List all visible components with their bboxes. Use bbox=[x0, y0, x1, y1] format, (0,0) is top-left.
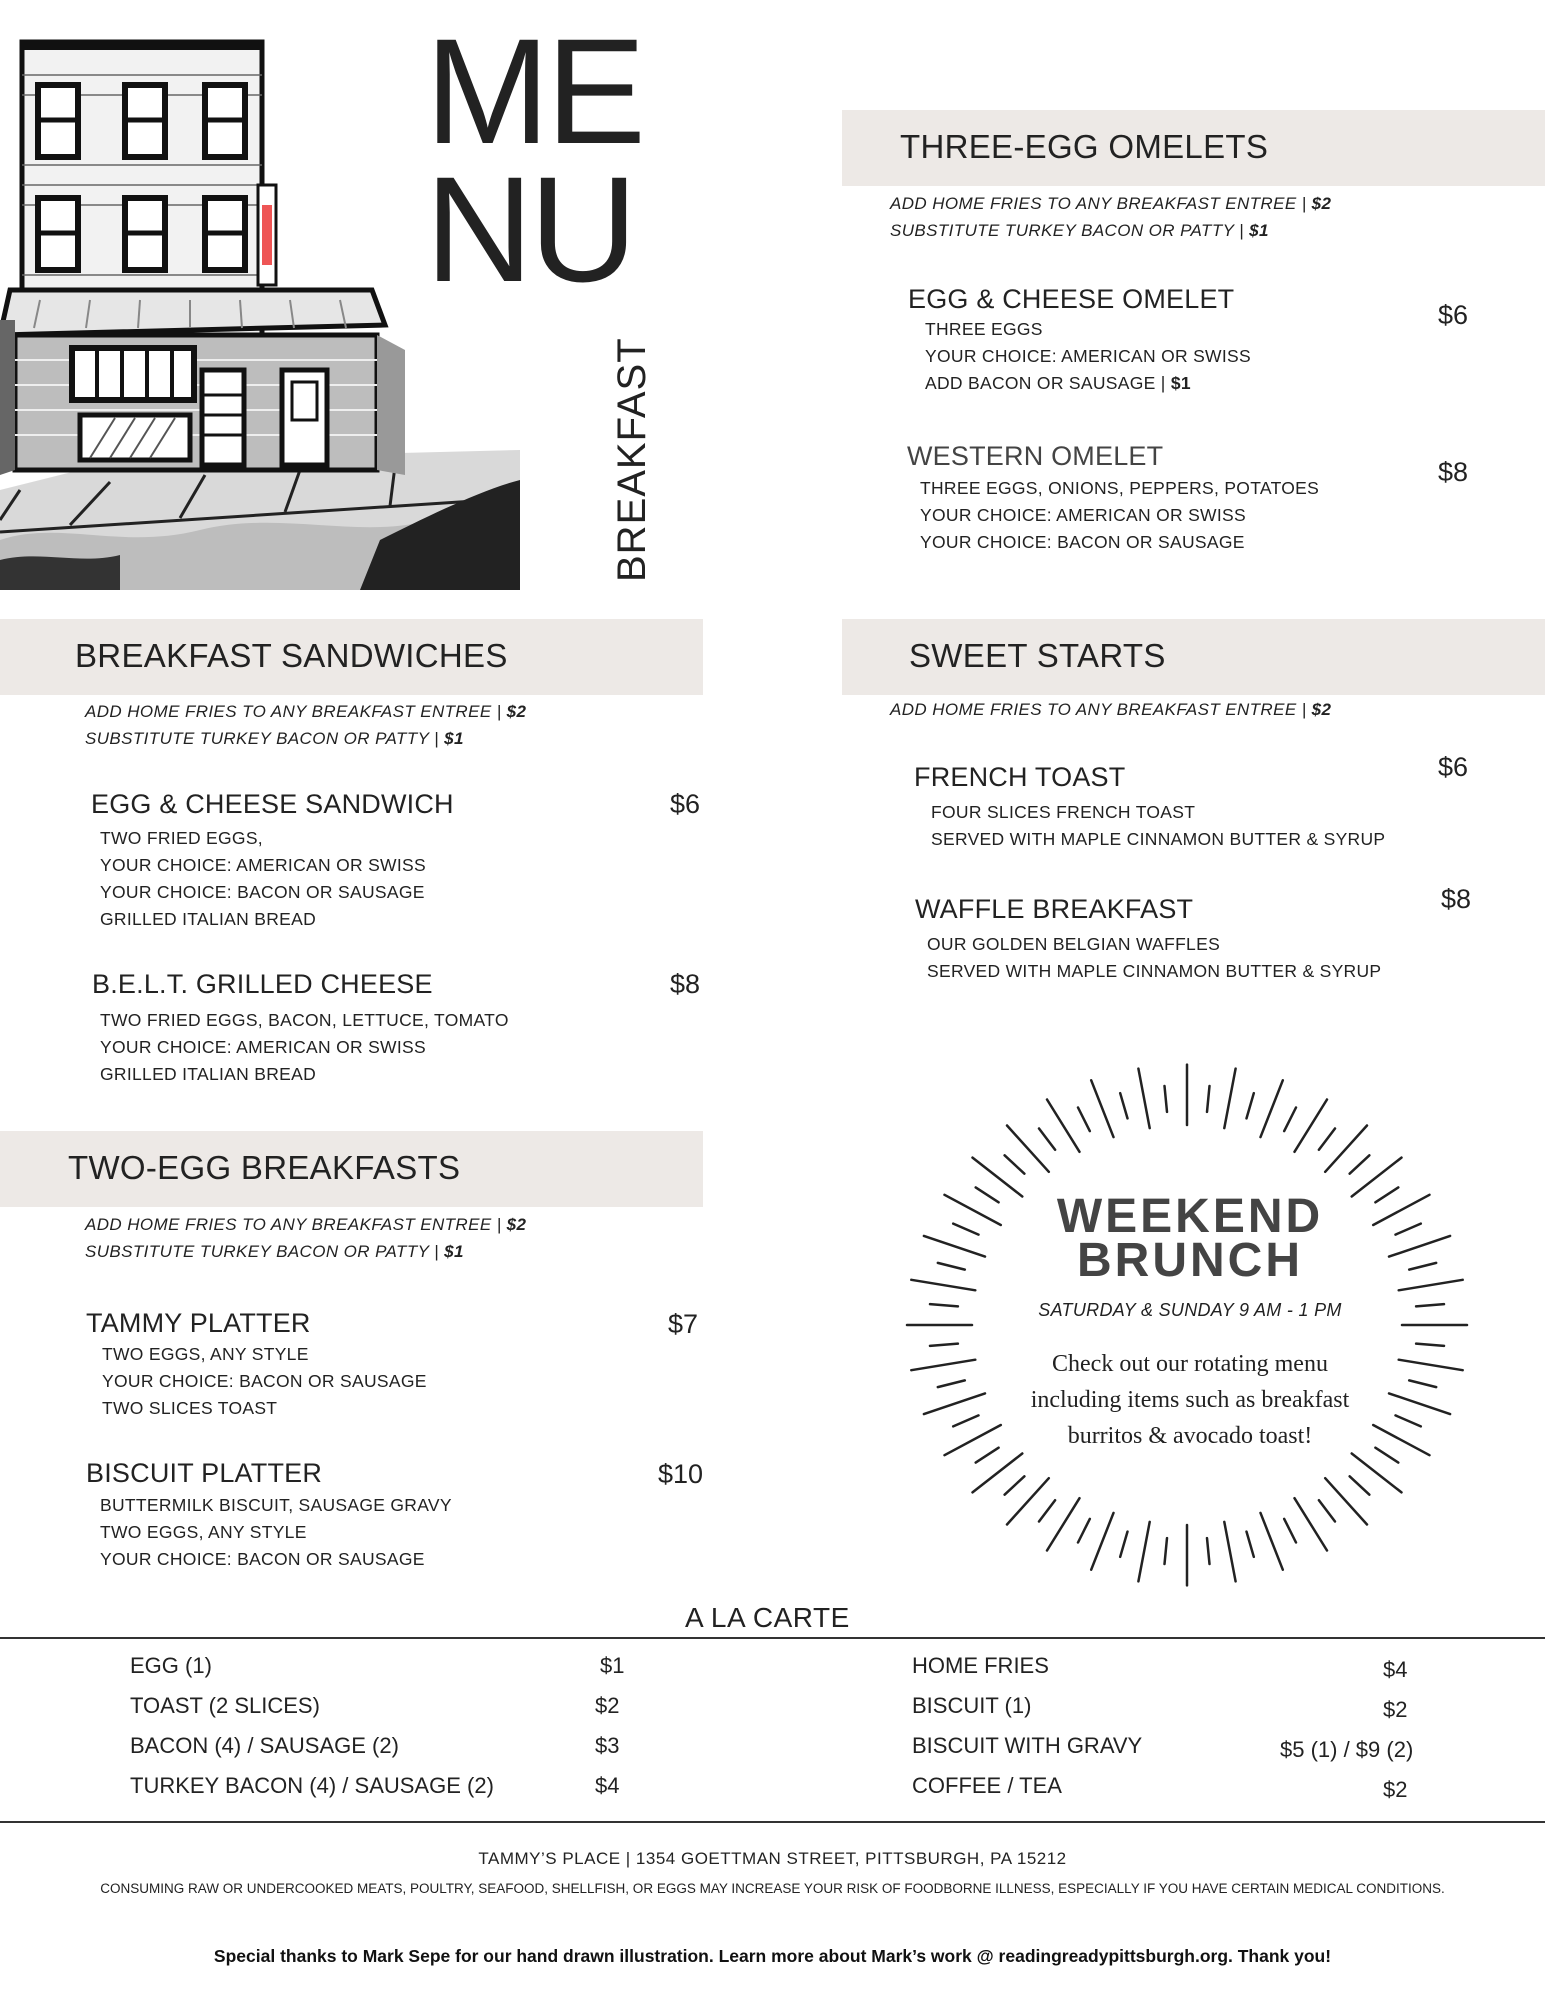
item-price: $8 bbox=[670, 969, 701, 999]
sunburst-ray bbox=[1261, 1080, 1283, 1137]
two-egg-title: TWO-EGG BREAKFASTS bbox=[68, 1149, 461, 1186]
brunch-title bbox=[1000, 1190, 1380, 1287]
sunburst-ray bbox=[1350, 1476, 1370, 1494]
a-la-carte-right-item: BISCUIT WITH GRAVY bbox=[912, 1733, 1143, 1758]
brunch-title-line2: BRUNCH bbox=[1077, 1234, 1303, 1287]
sunburst-ray bbox=[1207, 1538, 1210, 1564]
sunburst-ray bbox=[924, 1236, 985, 1257]
sunburst-ray bbox=[938, 1263, 965, 1270]
sweet-notes: ADD HOME FRIES TO ANY BREAKFAST ENTREE | $2 bbox=[890, 700, 1332, 719]
sunburst-ray bbox=[1319, 1500, 1335, 1521]
sunburst-ray bbox=[1091, 1513, 1113, 1570]
a-la-carte-left-item: EGG (1) bbox=[130, 1653, 212, 1678]
sunburst-ray bbox=[1138, 1069, 1149, 1129]
brunch-title-line1: WEEKEND bbox=[1056, 1190, 1324, 1243]
sunburst-ray bbox=[1409, 1263, 1436, 1270]
sunburst-ray bbox=[1396, 1224, 1421, 1235]
sunburst-ray bbox=[1165, 1538, 1168, 1564]
omelets-notes: ADD HOME FRIES TO ANY BREAKFAST ENTREE | $2 SUBSTITUTE TURKEY BACON OR PATTY | $1 bbox=[890, 194, 1332, 240]
a-la-carte-right-item: BISCUIT (1) bbox=[912, 1693, 1032, 1718]
sunburst-ray bbox=[1120, 1532, 1127, 1557]
sandwiches-notes: ADD HOME FRIES TO ANY BREAKFAST ENTREE | $2 SUBSTITUTE TURKEY BACON OR PATTY | $1 bbox=[85, 702, 527, 748]
menu-item-french-toast: FRENCH TOAST bbox=[914, 762, 1126, 792]
sunburst-ray bbox=[930, 1344, 958, 1346]
sunburst-ray bbox=[930, 1304, 958, 1306]
item-description: FOUR SLICES FRENCH TOAST SERVED WITH MAPLE CINNAMON BUTTER & SYRUP bbox=[931, 802, 1386, 849]
a-la-carte-left-price: $1 bbox=[600, 1653, 625, 1678]
menu-title-line2: NU bbox=[425, 145, 634, 313]
sweet-title: SWEET STARTS bbox=[909, 637, 1166, 674]
sandwiches-title: BREAKFAST SANDWICHES bbox=[75, 637, 508, 674]
sunburst-ray bbox=[1039, 1500, 1055, 1521]
menu-item-western-omelet: WESTERN OMELET bbox=[907, 441, 1164, 471]
breakfast-vertical-label: BREAKFAST bbox=[610, 337, 654, 582]
brunch-description: Check out our rotating menu including items such as breakfast burritos & avocado toast! bbox=[1030, 1351, 1350, 1449]
a-la-carte-bottom-rule bbox=[0, 1821, 1545, 1823]
menu-item-tammy-platter: TAMMY PLATTER bbox=[86, 1308, 311, 1338]
sunburst-ray bbox=[1284, 1519, 1296, 1543]
a-la-carte-right-price: $2 bbox=[1383, 1697, 1408, 1722]
item-price: $8 bbox=[1438, 457, 1469, 487]
a-la-carte-left-price: $4 bbox=[595, 1773, 620, 1798]
a-la-carte-left-item: TOAST (2 SLICES) bbox=[130, 1693, 320, 1718]
a-la-carte-left-price: $2 bbox=[595, 1693, 620, 1718]
item-description: TWO FRIED EGGS, YOUR CHOICE: AMERICAN OR SWISS YOUR CHOICE: BACON OR SAUSAGE GRILLED ITALIAN BREAD bbox=[100, 828, 426, 929]
item-price: $7 bbox=[668, 1309, 699, 1339]
sunburst-ray bbox=[1319, 1129, 1335, 1150]
sunburst-decoration bbox=[895, 1040, 1545, 1610]
a-la-carte-right-price: $2 bbox=[1383, 1777, 1408, 1802]
sunburst-ray bbox=[1389, 1236, 1450, 1257]
item-description: THREE EGGS, ONIONS, PEPPERS, POTATOES YOUR CHOICE: AMERICAN OR SWISS YOUR CHOICE: BACON OR SAUSAGE bbox=[920, 478, 1320, 552]
sunburst-ray bbox=[1005, 1155, 1025, 1173]
sunburst-ray bbox=[1247, 1532, 1254, 1557]
menu-item-waffle-breakfast: WAFFLE BREAKFAST bbox=[915, 894, 1194, 924]
sunburst-ray bbox=[1247, 1093, 1254, 1118]
item-price: $6 bbox=[1438, 752, 1469, 782]
sunburst-ray bbox=[1350, 1155, 1370, 1173]
a-la-carte-left-item: TURKEY BACON (4) / SAUSAGE (2) bbox=[130, 1773, 494, 1798]
item-price: $6 bbox=[670, 789, 701, 819]
a-la-carte-left-item: BACON (4) / SAUSAGE (2) bbox=[130, 1733, 399, 1758]
sunburst-ray bbox=[1120, 1093, 1127, 1118]
item-price: $6 bbox=[1438, 300, 1469, 330]
sunburst-ray bbox=[911, 1280, 975, 1291]
omelets-title: THREE-EGG OMELETS bbox=[900, 128, 1269, 165]
sunburst-ray bbox=[1207, 1086, 1210, 1112]
sunburst-ray bbox=[1224, 1069, 1235, 1129]
sunburst-ray bbox=[1091, 1080, 1113, 1137]
sunburst-ray bbox=[1416, 1304, 1444, 1306]
footer-address: TAMMY’S PLACE | 1354 GOETTMAN STREET, PITTSBURGH, PA 15212 bbox=[478, 1849, 1067, 1868]
item-price: $8 bbox=[1441, 884, 1472, 914]
sunburst-ray bbox=[1039, 1129, 1055, 1150]
menu-item-egg-cheese-omelet: EGG & CHEESE OMELET bbox=[908, 284, 1235, 314]
two-egg-notes: ADD HOME FRIES TO ANY BREAKFAST ENTREE | $2 SUBSTITUTE TURKEY BACON OR PATTY | $1 bbox=[85, 1215, 527, 1261]
a-la-carte-right-price: $5 (1) / $9 (2) bbox=[1280, 1737, 1414, 1762]
sunburst-ray bbox=[1284, 1108, 1296, 1132]
a-la-carte-left-price: $3 bbox=[595, 1733, 620, 1758]
item-price: $10 bbox=[658, 1459, 704, 1489]
sunburst-ray bbox=[1165, 1086, 1168, 1112]
item-description: OUR GOLDEN BELGIAN WAFFLES SERVED WITH MAPLE CINNAMON BUTTER & SYRUP bbox=[927, 934, 1382, 981]
sunburst-ray bbox=[1399, 1280, 1463, 1291]
sunburst-ray bbox=[953, 1224, 978, 1235]
sunburst-ray bbox=[1224, 1522, 1235, 1582]
sunburst-ray bbox=[1416, 1344, 1444, 1346]
a-la-carte-right-item: COFFEE / TEA bbox=[912, 1773, 1062, 1798]
a-la-carte-right-item: HOME FRIES bbox=[912, 1653, 1049, 1678]
sunburst-ray bbox=[1005, 1476, 1025, 1494]
item-description: THREE EGGS YOUR CHOICE: AMERICAN OR SWISS ADD BACON OR SAUSAGE | $1 bbox=[925, 319, 1251, 393]
a-la-carte-top-rule bbox=[0, 1637, 1545, 1639]
item-description: TWO EGGS, ANY STYLE YOUR CHOICE: BACON OR SAUSAGE TWO SLICES TOAST bbox=[102, 1344, 427, 1418]
item-description: BUTTERMILK BISCUIT, SAUSAGE GRAVY TWO EGGS, ANY STYLE YOUR CHOICE: BACON OR SAUSAGE bbox=[100, 1495, 452, 1569]
menu-item-egg-cheese-sandwich: EGG & CHEESE SANDWICH bbox=[91, 789, 454, 819]
item-description: TWO FRIED EGGS, BACON, LETTUCE, TOMATO YOUR CHOICE: AMERICAN OR SWISS GRILLED ITALIAN BREAD bbox=[100, 1010, 509, 1084]
footer-disclaimer: CONSUMING RAW OR UNDERCOOKED MEATS, POULTRY, SEAFOOD, SHELLFISH, OR EGGS MAY INCREASE YOUR RISK OF FOODBORNE ILLNESS, ESPECIALLY IF YOU HAVE CERTAIN MEDICAL CONDITIONS. bbox=[100, 1881, 1445, 1896]
sunburst-ray bbox=[1138, 1522, 1149, 1582]
menu-item-belt-grilled-cheese: B.E.L.T. GRILLED CHEESE bbox=[92, 969, 433, 999]
a-la-carte-right-price: $4 bbox=[1383, 1657, 1408, 1682]
brunch-hours: SATURDAY & SUNDAY 9 AM - 1 PM bbox=[1038, 1300, 1342, 1320]
menu-title-line1: ME bbox=[425, 7, 642, 175]
footer-thanks: Special thanks to Mark Sepe for our hand drawn illustration. Learn more about Mark’s work @ readingreadypittsburgh.org. Thank you! bbox=[213, 1946, 1332, 1966]
sunburst-ray bbox=[1078, 1108, 1090, 1132]
a-la-carte-title: A LA CARTE bbox=[685, 1602, 850, 1633]
sunburst-ray bbox=[976, 1187, 999, 1202]
menu-title bbox=[425, 7, 642, 313]
menu-item-biscuit-platter: BISCUIT PLATTER bbox=[86, 1458, 323, 1488]
sunburst-ray bbox=[1078, 1519, 1090, 1543]
sunburst-ray bbox=[1261, 1513, 1283, 1570]
